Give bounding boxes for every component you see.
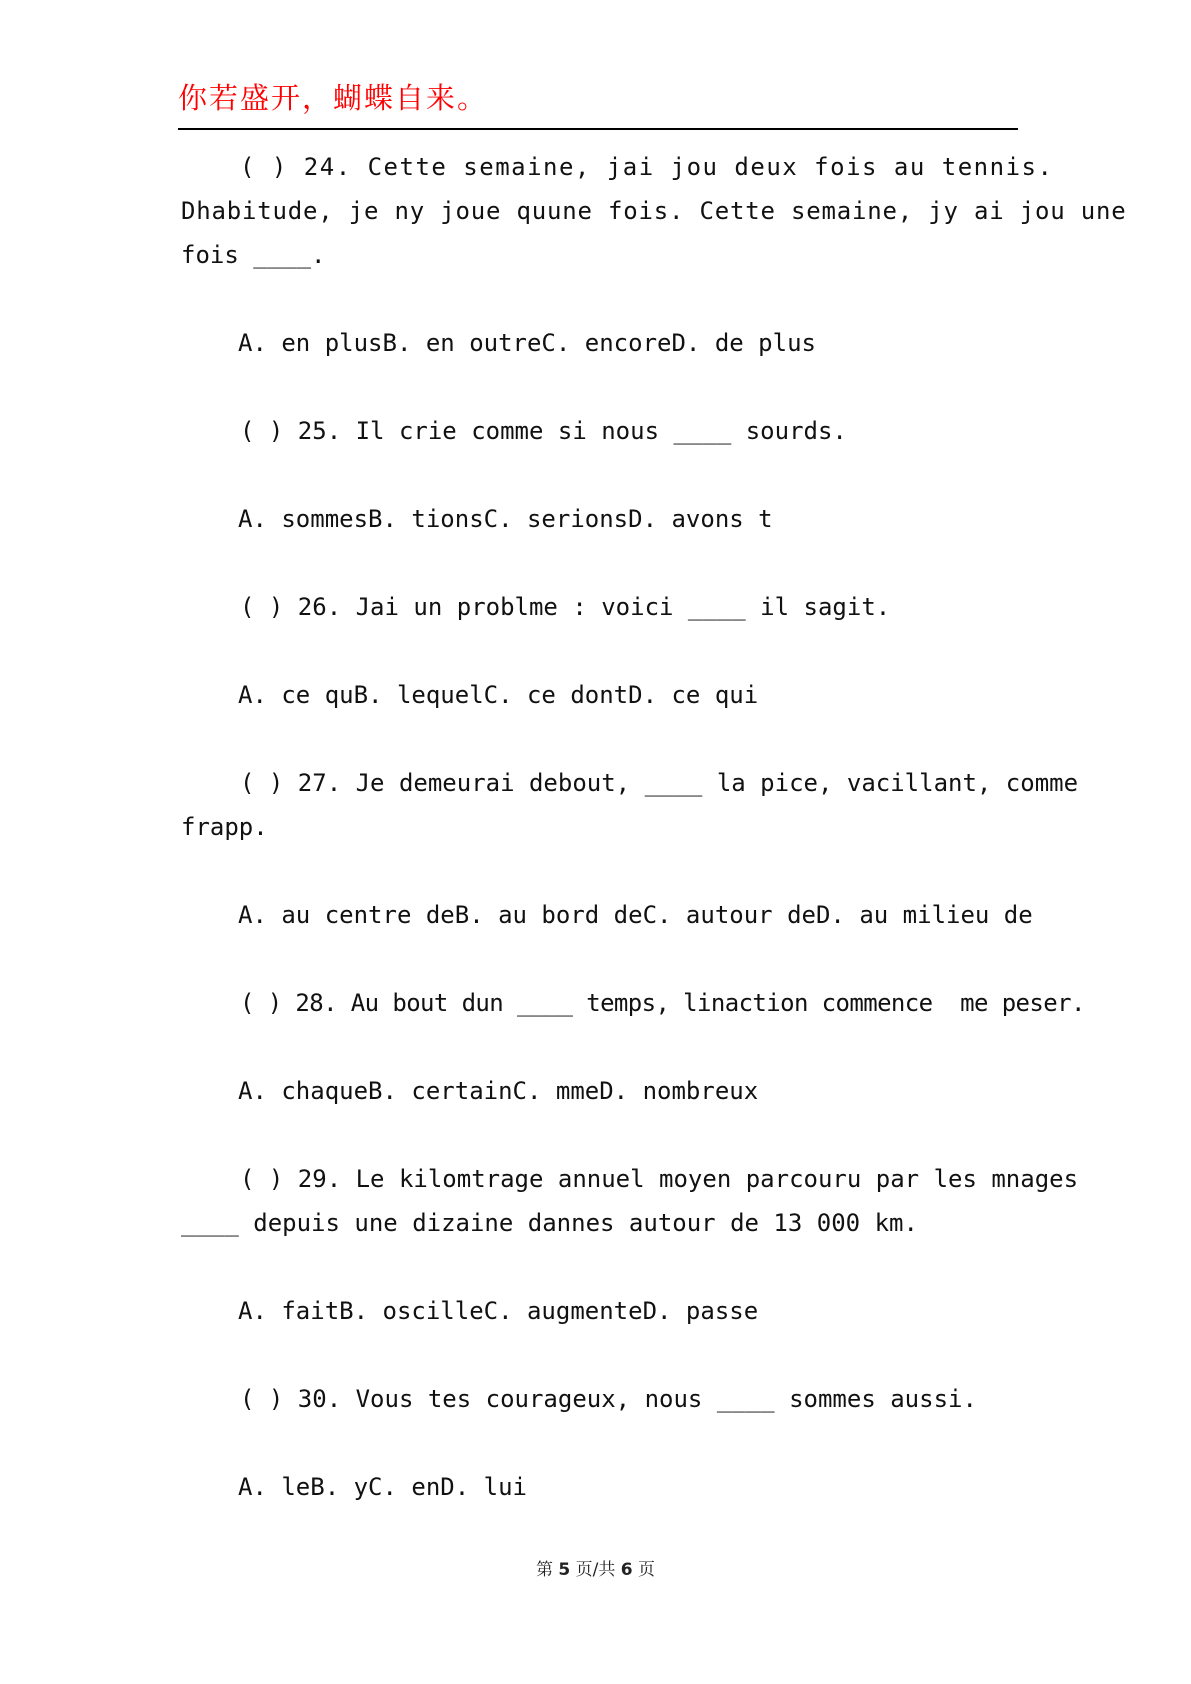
question-26-options: A. ce quB. lequelC. ce dontD. ce qui <box>238 681 759 709</box>
question-24-stem-line-1: ( ) 24. Cette semaine, jai jou deux fois au tennis. <box>240 153 1054 181</box>
footer-suffix: 页 <box>632 1560 656 1580</box>
question-25-options: A. sommesB. tionsC. serionsD. avons t <box>238 505 773 533</box>
question-24-stem-line-2: Dhabitude, je ny joue quune fois. Cette semaine, jy ai jou une <box>181 197 1127 225</box>
question-30-stem: ( ) 30. Vous tes courageux, nous ____ sommes aussi. <box>240 1385 977 1413</box>
question-29-stem-line-2: ____ depuis une dizaine dannes autour de 13 000 km. <box>181 1209 918 1237</box>
question-24-stem-line-3: fois ____. <box>181 241 326 269</box>
question-29-stem-line-1: ( ) 29. Le kilomtrage annuel moyen parcouru par les mnages <box>240 1165 1079 1193</box>
header-divider <box>178 128 1018 130</box>
header-motto: 你若盛开，蝴蝶自来。 <box>178 81 489 115</box>
question-27-options: A. au centre deB. au bord deC. autour deD. au milieu de <box>238 901 1033 929</box>
footer-middle: 页/共 <box>570 1560 621 1580</box>
question-25-stem: ( ) 25. Il crie comme si nous ____ sourds. <box>240 417 847 445</box>
question-27-stem-line-1: ( ) 27. Je demeurai debout, ____ la pice, vacillant, comme <box>240 769 1079 797</box>
page-footer <box>0 1555 1191 1580</box>
question-28-stem: ( ) 28. Au bout dun ____ temps, linaction commence me peser. <box>240 989 1085 1017</box>
question-24-options: A. en plusB. en outreC. encoreD. de plus <box>238 329 816 357</box>
question-27-stem-line-2: frapp. <box>181 813 268 841</box>
footer-current-page: 5 <box>558 1560 571 1580</box>
footer-prefix: 第 <box>535 1560 559 1580</box>
footer-total-pages: 6 <box>620 1560 633 1580</box>
question-28-options: A. chaqueB. certainC. mmeD. nombreux <box>238 1077 759 1105</box>
question-26-stem: ( ) 26. Jai un problme : voici ____ il sagit. <box>240 593 891 621</box>
question-30-options: A. leB. yC. enD. lui <box>238 1473 527 1501</box>
question-29-options: A. faitB. oscilleC. augmenteD. passe <box>238 1297 759 1325</box>
